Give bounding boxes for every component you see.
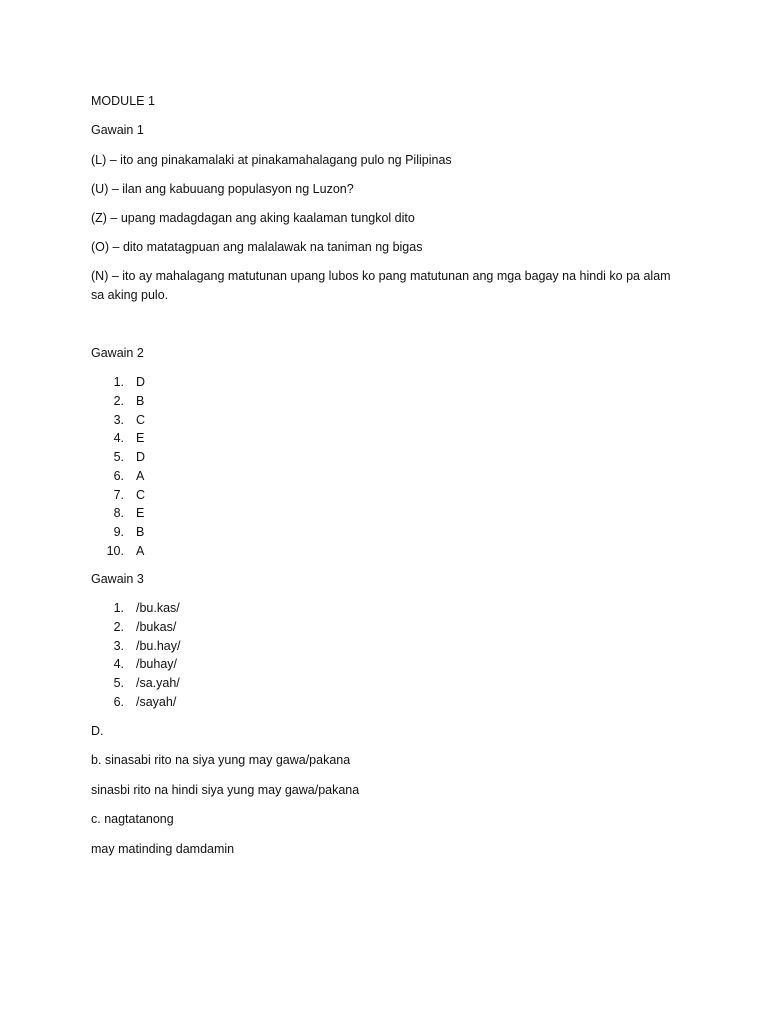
list-answer: C: [136, 487, 146, 502]
gawain-2-heading: Gawain 2: [91, 346, 144, 360]
list-number: 6.: [113, 468, 124, 483]
gawain-3-heading: Gawain 3: [91, 572, 144, 586]
list-answer: /sa.yah/: [136, 676, 180, 690]
list-answer: E: [136, 506, 145, 521]
list-item: [90, 430, 290, 449]
list-number: 10.: [106, 543, 124, 558]
section-d-line: b. sinasabi rito na siya yung may gawa/pakana: [91, 753, 351, 767]
list-item: [90, 449, 290, 468]
list-item: [90, 468, 290, 487]
module-title: MODULE 1: [91, 94, 155, 108]
list-item: [90, 675, 290, 694]
list-number: 5.: [113, 450, 124, 464]
list-answer: D: [136, 450, 146, 464]
list-answer: E: [136, 431, 145, 446]
section-d-line: sinasbi rito na hindi siya yung may gawa/pakana: [91, 783, 360, 797]
list-number: 3.: [113, 412, 124, 427]
list-answer: /bu.hay/: [136, 638, 181, 653]
gawain-1-item-o: (O) – dito matatagpuan ang malalawak na taniman ng bigas: [91, 240, 423, 254]
gawain-1-item-z: (Z) – upang madagdagan ang aking kaalaman tungkol dito: [91, 211, 415, 225]
list-answer: A: [136, 468, 145, 483]
list-item: [90, 619, 290, 638]
list-number: 1.: [113, 375, 124, 389]
list-item: [90, 393, 290, 412]
list-answer: /sayah/: [136, 694, 177, 709]
gawain-1-item-n-line-1: (N) – ito ay mahalagang matutunan upang lubos ko pang matutunan ang mga bagay na hindi ko pa alam: [91, 269, 671, 283]
list-item: [90, 412, 290, 431]
list-number: 4.: [113, 657, 124, 672]
list-item: [90, 543, 290, 562]
list-item: [90, 505, 290, 524]
list-number: 4.: [113, 431, 124, 446]
list-number: 9.: [113, 525, 124, 539]
list-number: 7.: [113, 487, 124, 502]
list-number: 6.: [113, 694, 124, 709]
list-answer: /buhay/: [136, 657, 178, 672]
list-item: [90, 656, 290, 675]
list-answer: B: [136, 525, 145, 539]
list-number: 1.: [113, 601, 124, 615]
section-d-line: c. nagtatanong: [91, 812, 174, 826]
list-answer: A: [136, 543, 145, 558]
gawain-1-heading: Gawain 1: [91, 123, 144, 137]
list-answer: B: [136, 393, 145, 408]
list-number: 2.: [113, 619, 124, 634]
gawain-2-answer-list: [90, 374, 290, 562]
list-item: [90, 600, 290, 619]
list-item: [90, 524, 290, 543]
list-number: 5.: [113, 676, 124, 690]
list-number: 2.: [113, 393, 124, 408]
gawain-1-item-l: (L) – ito ang pinakamalaki at pinakamahalagang pulo ng Pilipinas: [91, 153, 452, 167]
list-number: 3.: [113, 638, 124, 653]
list-answer: /bu.kas/: [136, 601, 180, 615]
list-number: 8.: [113, 506, 124, 521]
list-answer: C: [136, 412, 146, 427]
list-answer: D: [136, 375, 146, 389]
gawain-1-item-n-line-2: sa aking pulo.: [91, 288, 169, 302]
list-item: [90, 694, 290, 713]
gawain-3-answer-list: [90, 600, 290, 713]
list-answer: /bukas/: [136, 619, 177, 634]
section-d-heading: D.: [91, 724, 104, 738]
list-item: [90, 374, 290, 393]
section-d-line: may matinding damdamin: [91, 842, 235, 856]
list-item: [90, 487, 290, 506]
list-item: [90, 638, 290, 657]
gawain-1-item-u: (U) – ilan ang kabuuang populasyon ng Luzon?: [91, 182, 354, 196]
